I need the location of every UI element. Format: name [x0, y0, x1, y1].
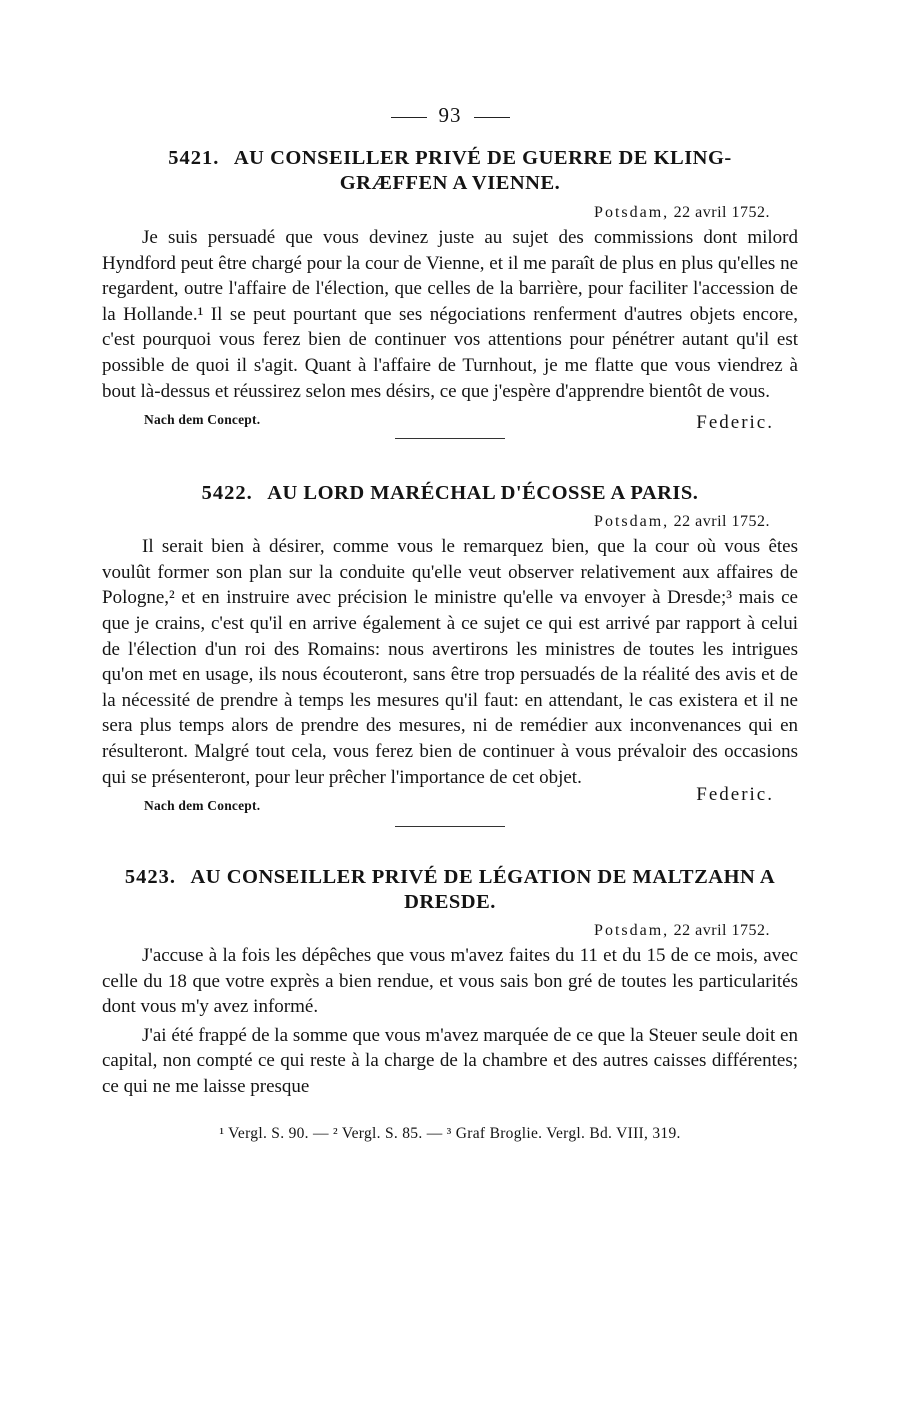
signature-row	[102, 406, 798, 436]
dateline-date: 22 avril 1752.	[673, 922, 770, 940]
footnotes: ¹ Vergl. S. 90. — ² Vergl. S. 85. — ³ Graf Broglie. Vergl. Bd. VIII, 319.	[219, 1124, 681, 1142]
document-page	[102, 98, 798, 1146]
letter-5421	[102, 146, 798, 439]
page-number-value: 93	[438, 103, 462, 127]
letter-paragraph: Je suis persuadé que vous devinez juste au sujet des commissions dont milord Hyndford peut être chargé pour la cour de Vienne, et il me paraît de plus en plus qu'elles ne regardent, outre l'affaire de l'élection, que celles de la barrière, pour faciliter l'accession de la Hollande.¹ Il se peut pourtant que ses négociations renferment d'autres objets encore, c'est pourquoi vous ferez bien de continuer vos attentions pour pénétrer autant qu'il est possible de quoi il s'agit. Quant à l'affaire de Turnhout, je me flatte que vous viendrez à bout là-dessus et réussirez selon mes désirs, ce que j'espère d'apprendre bientôt de vous.	[102, 227, 798, 402]
letter-paragraph: J'ai été frappé de la somme que vous m'avez marquée de ce que la Steuer seule doit en capital, non compté ce qui reste à la charge de la chambre et des autres caisses différentes; ce qui ne me laisse presque	[102, 1024, 798, 1098]
letter-heading	[102, 865, 798, 915]
dateline-place: Potsdam,	[594, 513, 670, 531]
source-note: Nach dem Concept.	[144, 412, 261, 428]
dateline-place: Potsdam,	[594, 922, 670, 940]
dateline	[102, 510, 798, 534]
letter-number: 5423.	[124, 866, 176, 889]
signature: Federic.	[696, 784, 774, 806]
letter-5423	[102, 865, 798, 1100]
letter-5422	[102, 481, 798, 827]
letter-title: AU CONSEILLER PRIVÉ DE GUERRE DE KLING-GRÆFFEN A VIENNE.	[233, 147, 732, 194]
signature-row	[102, 784, 798, 820]
signature: Federic.	[696, 412, 774, 434]
dateline	[102, 919, 798, 943]
page-number-dash-left	[391, 117, 427, 118]
page-number-dash-right	[474, 117, 510, 118]
dateline-place: Potsdam,	[594, 204, 670, 221]
source-note: Nach dem Concept.	[144, 798, 261, 814]
section-divider	[395, 826, 505, 827]
page-number	[102, 98, 798, 132]
letter-number: 5422.	[201, 482, 253, 505]
letter-heading	[102, 146, 798, 196]
letter-heading	[102, 481, 798, 506]
section-divider	[395, 438, 505, 439]
letter-title: AU CONSEILLER PRIVÉ DE LÉGATION DE MALTZAHN A DRESDE.	[190, 866, 776, 914]
letter-paragraph: Il serait bien à désirer, comme vous le remarquez bien, que la cour où vous êtes voulût former son plan sur la conduite qu'elle veut observer relativement aux affaires de Pologne,² et en instruire avec précision le ministre qu'elle va envoyer à Dresde;³ mais ce que je crains, c'est qu'il en arrive également à ce sujet ce qui est arrivé par rapport à celui de l'élection d'un roi des Romains: nous avertirons les ministres de toutes les intrigues qu'on met en usage, ils nous écouteront, sans être trop persuadés de la réalité des avis et de la nécessité de prendre à temps les mesures qu'il faut: en attendant, le cas existera et il ne sera plus temps alors de prendre des mesures, ni de remédier aux inconvenances qui en résulteront. Malgré tout cela, vous ferez bien de continuer à vous prévaloir des occasions qui se présenteront, pour leur prêcher l'importance de cet objet.	[102, 536, 798, 788]
letter-title: AU LORD MARÉCHAL D'ÉCOSSE A PARIS.	[267, 482, 699, 505]
letter-number: 5421.	[168, 147, 220, 169]
dateline-date: 22 avril 1752.	[673, 204, 770, 221]
dateline-date: 22 avril 1752.	[673, 513, 770, 531]
letter-paragraph: J'accuse à la fois les dépêches que vous m'avez faites du 11 et du 15 de ce mois, avec celle du 18 que votre exprès a bien rendue, et vous sais bon gré de toutes les particularités dont vous m'y avez informé.	[102, 945, 798, 1018]
dateline	[102, 201, 798, 225]
